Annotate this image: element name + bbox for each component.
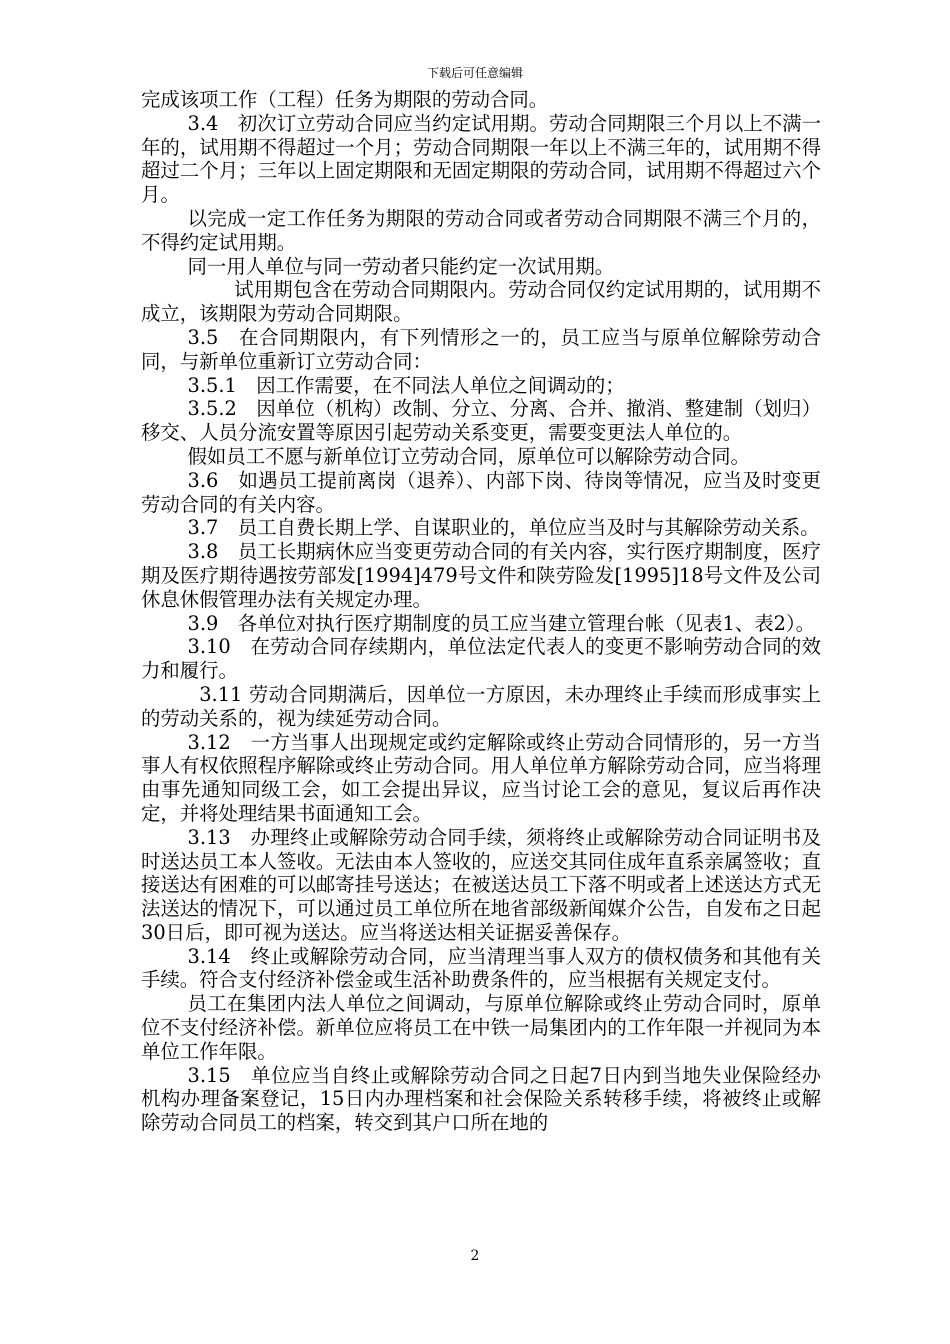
paragraph: 3.5.1 因工作需要，在不同法人单位之间调动的； (187, 373, 625, 397)
paragraph: 3.14 终止或解除劳动合同，应当清理当事人双方的债权债务和其他有关手续。符合支付经济补偿金或生活补助费条件的，应当根据有关规定支付。 (141, 944, 821, 992)
document-body (141, 88, 821, 1135)
paragraph: 3.13 办理终止或解除劳动合同手续，须将终止或解除劳动合同证明书及时送达员工本人签收。无法由本人签收的，应送交其同住成年直系亲属签收；直接送达有困难的可以邮寄挂号送达；在被送达员工下落不明或者上述送达方式无法送达的情况下，可以通过员工单位所在地省部级新闻媒介公告，自发布之日起30日后，即可视为送达。应当将送达相关证据妥善保存。 (141, 825, 821, 944)
paragraph: 同一用人单位与同一劳动者只能约定一次试用期。 (187, 254, 615, 278)
paragraph: 3.11 劳动合同期满后，因单位一方原因，未办理终止手续而形成事实上的劳动关系的，视为续延劳动合同。 (141, 682, 821, 730)
paragraph: 3.9 各单位对执行医疗期制度的员工应当建立管理台帐（见表1、表2）。 (187, 611, 816, 635)
paragraph: 3.6 如遇员工提前离岗（退养）、内部下岗、待岗等情况，应当及时变更劳动合同的有关内容。 (141, 468, 821, 516)
paragraph: 3.7 员工自费长期上学、自谋职业的，单位应当及时与其解除劳动关系。 (187, 516, 820, 540)
paragraph: 完成该项工作（工程）任务为期限的劳动合同。 (141, 88, 549, 111)
paragraph: 3.10 在劳动合同存续期内，单位法定代表人的变更不影响劳动合同的效力和履行。 (141, 635, 821, 683)
paragraph: 员工在集团内法人单位之间调动，与原单位解除或终止劳动合同时，原单位不支付经济补偿。新单位应将员工在中铁一局集团内的工作年限一并视同为本单位工作年限。 (141, 992, 821, 1063)
paragraph: 以完成一定工作任务为期限的劳动合同或者劳动合同期限不满三个月的，不得约定试用期。 (141, 206, 821, 254)
paragraph: 3.4 初次订立劳动合同应当约定试用期。劳动合同期限三个月以上不满一年的，试用期不得超过一个月；劳动合同期限一年以上不满三年的，试用期不得超过二个月；三年以上固定期限和无固定期限的劳动合同，试用期不得超过六个月。 (141, 111, 821, 207)
paragraph: 3.15 单位应当自终止或解除劳动合同之日起7日内到当地失业保险经办机构办理备案登记，15日内办理档案和社会保险关系转移手续，将被终止或解除劳动合同员工的档案，转交到其户口所在地的 (141, 1063, 821, 1135)
paragraph: 3.12 一方当事人出现规定或约定解除或终止劳动合同情形的，另一方当事人有权依照程序解除或终止劳动合同。用人单位单方解除劳动合同，应当将理由事先通知同级工会，如工会提出异议，应当讨论工会的意见，复议后再作决定，并将处理结果书面通知工会。 (141, 730, 821, 825)
page-number: 2 (470, 1248, 480, 1264)
paragraph: 3.5.2 因单位（机构）改制、分立、分离、合并、撤消、整建制（划归）移交、人员分流安置等原因引起劳动关系变更，需要变更法人单位的。 (141, 397, 821, 445)
paragraph: 3.5 在合同期限内，有下列情形之一的，员工应当与原单位解除劳动合同，与新单位重新订立劳动合同： (141, 325, 821, 373)
paragraph: 假如员工不愿与新单位订立劳动合同，原单位可以解除劳动合同。 (187, 444, 750, 468)
paragraph: 试用期包含在劳动合同期限内。劳动合同仅约定试用期的，试用期不成立，该期限为劳动合同期限。 (141, 278, 821, 326)
paragraph: 3.8 员工长期病休应当变更劳动合同的有关内容，实行医疗期制度，医疗期及医疗期待遇按劳部发[1994]479号文件和陕劳险发[1995]18号文件及公司休息休假管理办法有关规定办理。 (141, 540, 821, 611)
page-header: 下载后可任意编辑 (426, 66, 523, 80)
